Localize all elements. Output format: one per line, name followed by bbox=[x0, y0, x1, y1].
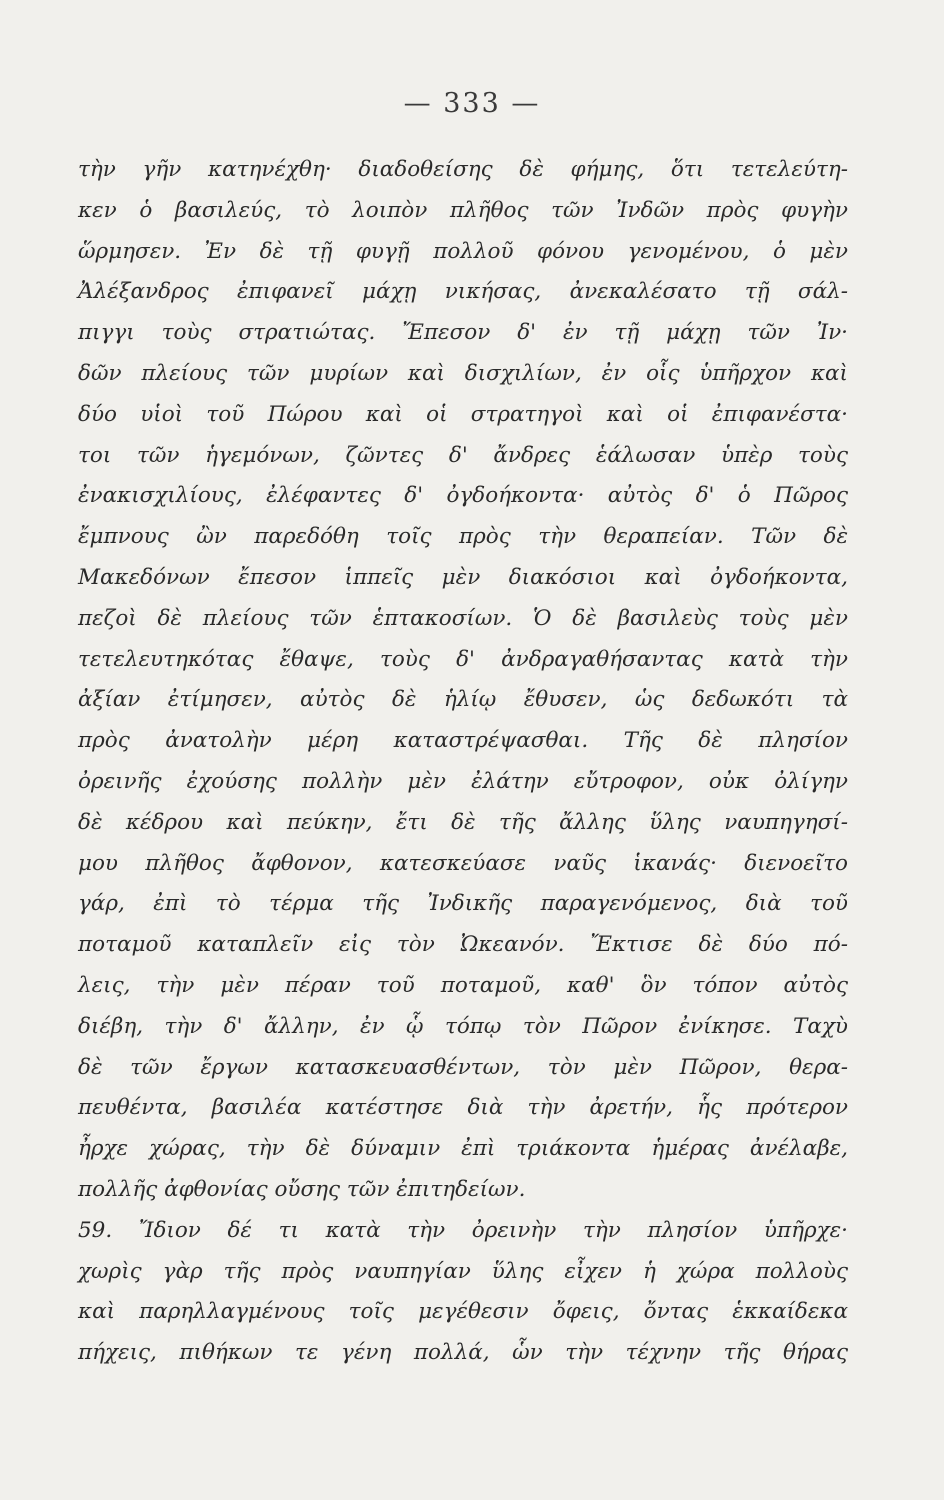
text-line: καὶ παρηλλαγμένους τοῖς μεγέθεσιν ὄφεις, ὄντας ἑκκαίδεκα bbox=[78, 1299, 848, 1325]
text-line: δὲ τῶν ἔργων κατασκευασθέντων, τὸν μὲν Πῶρον, θερα- bbox=[78, 1054, 848, 1080]
text-line: δῶν πλείους τῶν μυρίων καὶ δισχιλίων, ἐν οἷς ὑπῆρχον καὶ bbox=[78, 360, 848, 386]
text-line: ποταμοῦ καταπλεῖν εἰς τὸν Ὠκεανόν. Ἔκτισε δὲ δύο πό- bbox=[78, 932, 848, 958]
text-line: πιγγι τοὺς στρατιώτας. Ἔπεσον δ' ἐν τῇ μάχῃ τῶν Ἰν· bbox=[78, 320, 848, 346]
text-line: κεν ὁ βασιλεύς, τὸ λοιπὸν πλῆθος τῶν Ἰνδῶν πρὸς φυγὴν bbox=[78, 197, 848, 223]
text-line: ἦρχε χώρας, τὴν δὲ δύναμιν ἐπὶ τριάκοντα ἡμέρας ἀνέλαβε, bbox=[78, 1136, 848, 1162]
text-line: γάρ, ἐπὶ τὸ τέρμα τῆς Ἰνδικῆς παραγενόμενος, διὰ τοῦ bbox=[78, 891, 848, 917]
text-line: λεις, τὴν μὲν πέραν τοῦ ποταμοῦ, καθ' ὃν τόπον αὐτὸς bbox=[78, 972, 848, 998]
text-line: διέβη, τὴν δ' ἄλλην, ἐν ᾧ τόπῳ τὸν Πῶρον ἐνίκησε. Ταχὺ bbox=[78, 1013, 848, 1039]
text-line: πευθέντα, βασιλέα κατέστησε διὰ τὴν ἀρετήν, ἧς πρότερον bbox=[78, 1095, 848, 1121]
text-line: ὀρεινῆς ἐχούσης πολλὴν μὲν ἐλάτην εὔτροφον, οὐκ ὀλίγην bbox=[78, 768, 848, 794]
text-line: τετελευτηκότας ἔθαψε, τοὺς δ' ἀνδραγαθήσαντας κατὰ τὴν bbox=[78, 646, 848, 672]
text-line: τὴν γῆν κατηνέχθη· διαδοθείσης δὲ φήμης, ὅτι τετελεύτη- bbox=[78, 157, 848, 182]
text-line: ὥρμησεν. Ἐν δὲ τῇ φυγῇ πολλοῦ φόνου γενομένου, ὁ μὲν bbox=[78, 238, 848, 264]
section-start-line: 59. Ἴδιον δέ τι κατὰ τὴν ὀρεινὴν τὴν πλησίον ὑπῆρχε· bbox=[78, 1217, 848, 1243]
text-line: Μακεδόνων ἔπεσον ἱππεῖς μὲν διακόσιοι καὶ ὀγδοήκοντα, bbox=[78, 564, 848, 590]
text-line: πήχεις, πιθήκων τε γένη πολλά, ὧν τὴν τέχνην τῆς θήρας bbox=[78, 1340, 848, 1366]
page-number: — 333 — bbox=[403, 88, 541, 119]
text-line: πολλῆς ἀφθονίας οὔσης τῶν ἐπιτηδείων. bbox=[78, 1176, 526, 1202]
text-line: μου πλῆθος ἄφθονον, κατεσκεύασε ναῦς ἱκανάς· διενοεῖτο bbox=[78, 850, 848, 876]
text-line: ἀξίαν ἐτίμησεν, αὐτὸς δὲ ἡλίῳ ἔθυσεν, ὡς δεδωκότι τὰ bbox=[78, 687, 848, 713]
text-line: πρὸς ἀνατολὴν μέρη καταστρέψασθαι. Τῆς δὲ πλησίον bbox=[78, 728, 848, 754]
body-text bbox=[78, 150, 848, 1374]
text-line: δὲ κέδρου καὶ πεύκην, ἔτι δὲ τῆς ἄλλης ὕλης ναυπηγησί- bbox=[78, 809, 848, 835]
text-line: χωρὶς γὰρ τῆς πρὸς ναυπηγίαν ὕλης εἶχεν ἡ χώρα πολλοὺς bbox=[78, 1258, 848, 1284]
text-line: τοι τῶν ἡγεμόνων, ζῶντες δ' ἄνδρες ἑάλωσαν ὑπὲρ τοὺς bbox=[78, 442, 848, 468]
text-line: πεζοὶ δὲ πλείους τῶν ἑπτακοσίων. Ὁ δὲ βασιλεὺς τοὺς μὲν bbox=[78, 605, 848, 631]
text-line: Ἀλέξανδρος ἐπιφανεῖ μάχῃ νικήσας, ἀνεκαλέσατο τῇ σάλ- bbox=[78, 279, 848, 305]
text-line: ἐνακισχιλίους, ἐλέφαντες δ' ὀγδοήκοντα· αὐτὸς δ' ὁ Πῶρος bbox=[78, 483, 848, 509]
text-line: ἔμπνους ὢν παρεδόθη τοῖς πρὸς τὴν θεραπείαν. Τῶν δὲ bbox=[78, 524, 848, 550]
text-line: δύο υἱοὶ τοῦ Πώρου καὶ οἱ στρατηγοὶ καὶ οἱ ἐπιφανέστα· bbox=[78, 401, 848, 427]
